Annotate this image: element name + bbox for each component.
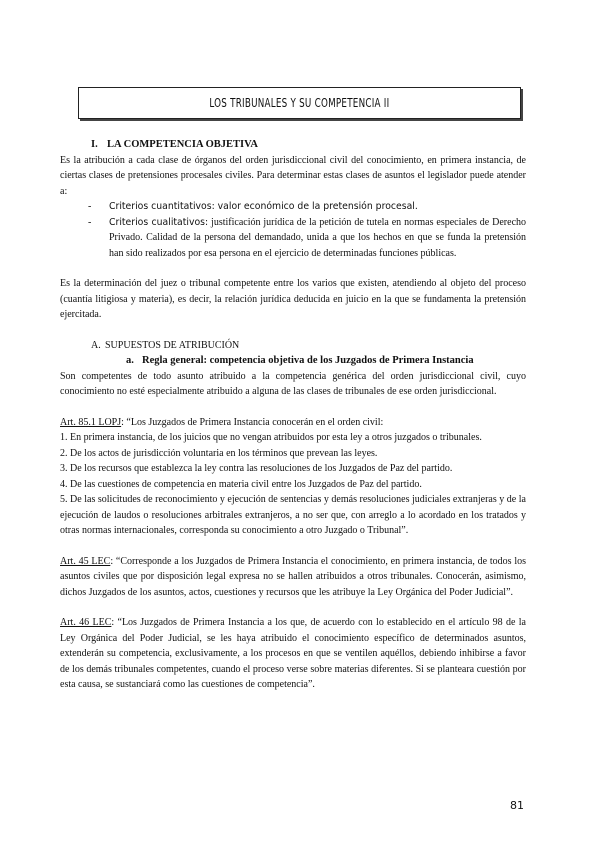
criteria-label: Criterios cualitativos: <box>109 216 209 228</box>
section-title: LA COMPETENCIA OBJETIVA <box>107 139 258 150</box>
art85-intro <box>60 415 526 431</box>
criteria-label: Criterios cuantitativos: <box>109 201 215 212</box>
art46-reference: Art. 46 LEC <box>60 617 112 628</box>
art85-item: 4. De las cuestiones de competencia en materia civil entre los Juzgados de Paz del partido. <box>60 478 422 490</box>
criteria-list <box>60 199 526 261</box>
page-content <box>60 137 526 693</box>
definition-paragraph: Es la determinación del juez o tribunal competente entre los varios que existen, atendiendo al objeto del proceso (cuantía litigiosa y materia), es decir, la relación jurídica deducida en juicio en la que se fundamenta la pretensión ejercitada. <box>60 278 526 320</box>
art45-reference: Art. 45 LEC <box>60 555 111 567</box>
subsection-number: A. <box>91 339 101 351</box>
art85-item: 2. De los actos de jurisdicción voluntaria en los términos que prevean las leyes. <box>60 447 378 459</box>
art85-item: 3. De los recursos que establezca la ley contra las resoluciones de los Juzgados de Paz del partido. <box>60 463 453 474</box>
art85-item: 1. En primera instancia, de los juicios que no vengan atribuidos por esta ley a otros juzgados o tribunales. <box>60 432 482 443</box>
criteria-text: valor económico de la pretensión procesal. <box>214 201 418 212</box>
art45-text: : “Corresponde a los Juzgados de Primera Instancia el conocimiento, en primera instancia, de todos los asuntos civiles que por disposición legal expresa no se hallen atribuidos a otros tribunales. Conocerán, asimismo, dichos Juzgados de los asuntos, actos, cuestiones y recursos que les atribuye la Ley Orgánica del Poder Judicial”. <box>60 555 526 598</box>
criteria-item-quantitative <box>109 199 526 215</box>
art85-item: 5. De las solicitudes de reconocimiento y ejecución de sentencias y demás resoluciones judiciales extranjeras y de la ejecución de laudos o resoluciones arbitrales extranjeros, a no ser que, con arreglo a lo acordado en los tratados y otras normas internacionales, corresponda su conocimiento a otro Juzgado o Tribunal”. <box>60 494 526 536</box>
section-number: I. <box>91 139 98 150</box>
subsection-heading-supuestos <box>91 338 526 354</box>
rule-heading-primera-instancia <box>126 353 526 369</box>
criteria-item-qualitative <box>109 215 526 262</box>
art46-paragraph <box>60 615 526 693</box>
rule-number: a. <box>126 355 134 366</box>
criteria-text: justificación jurídica de la petición de tutela en normas especiales de Derecho Privado. Calidad de la persona del demandado, unida a que los hechos en que se funda la pretensión han sido realizados por esa persona en el ejercicio de determinadas funciones públicas. <box>109 216 527 259</box>
intro-paragraph: Es la atribución a cada clase de órganos del orden jurisdiccional civil del conocimiento, en primera instancia, de ciertas clases de pretensiones procesales civiles. Para determinar estas clases de asuntos el legislador puede atender a: <box>60 154 526 197</box>
page-title: LOS TRIBUNALES Y SU COMPETENCIA II <box>209 95 390 111</box>
subsection-title: SUPUESTOS DE ATRIBUCIÓN <box>105 339 240 351</box>
rule-title: Regla general: competencia objetiva de los Juzgados de Primera Instancia <box>142 355 474 366</box>
section-heading-competencia-objetiva <box>91 137 526 153</box>
page-number: 81 <box>510 799 524 812</box>
art85-reference: Art. 85.1 LOPJ <box>60 416 122 428</box>
art85-intro-text: : “Los Juzgados de Primera Instancia conocerán en el orden civil: <box>121 416 384 428</box>
art45-paragraph <box>60 554 526 601</box>
rule-paragraph: Son competentes de todo asunto atribuido a la competencia genérica del orden jurisdiccional civil, cuyo conocimiento no esté especialmente atribuido a alguna de las clases de tribunales de ese orden jurisdiccional. <box>60 370 526 397</box>
art46-text: : “Los Juzgados de Primera Instancia a los que, de acuerdo con lo establecido en el artículo 98 de la Ley Orgánica del Poder Judicial, se les haya atribuido el conocimiento específico de determinados asuntos, extenderán su competencia, exclusivamente, a los procesos en que se ventilen aquéllos, debiendo inhibirse a favor de los demás tribunales competentes, cuando el proceso verse sobre materias diferentes. Si se planteara cuestión por esta causa, se sustanciará como las cuestiones de competencia”. <box>60 617 526 690</box>
page-title-box <box>78 87 521 119</box>
